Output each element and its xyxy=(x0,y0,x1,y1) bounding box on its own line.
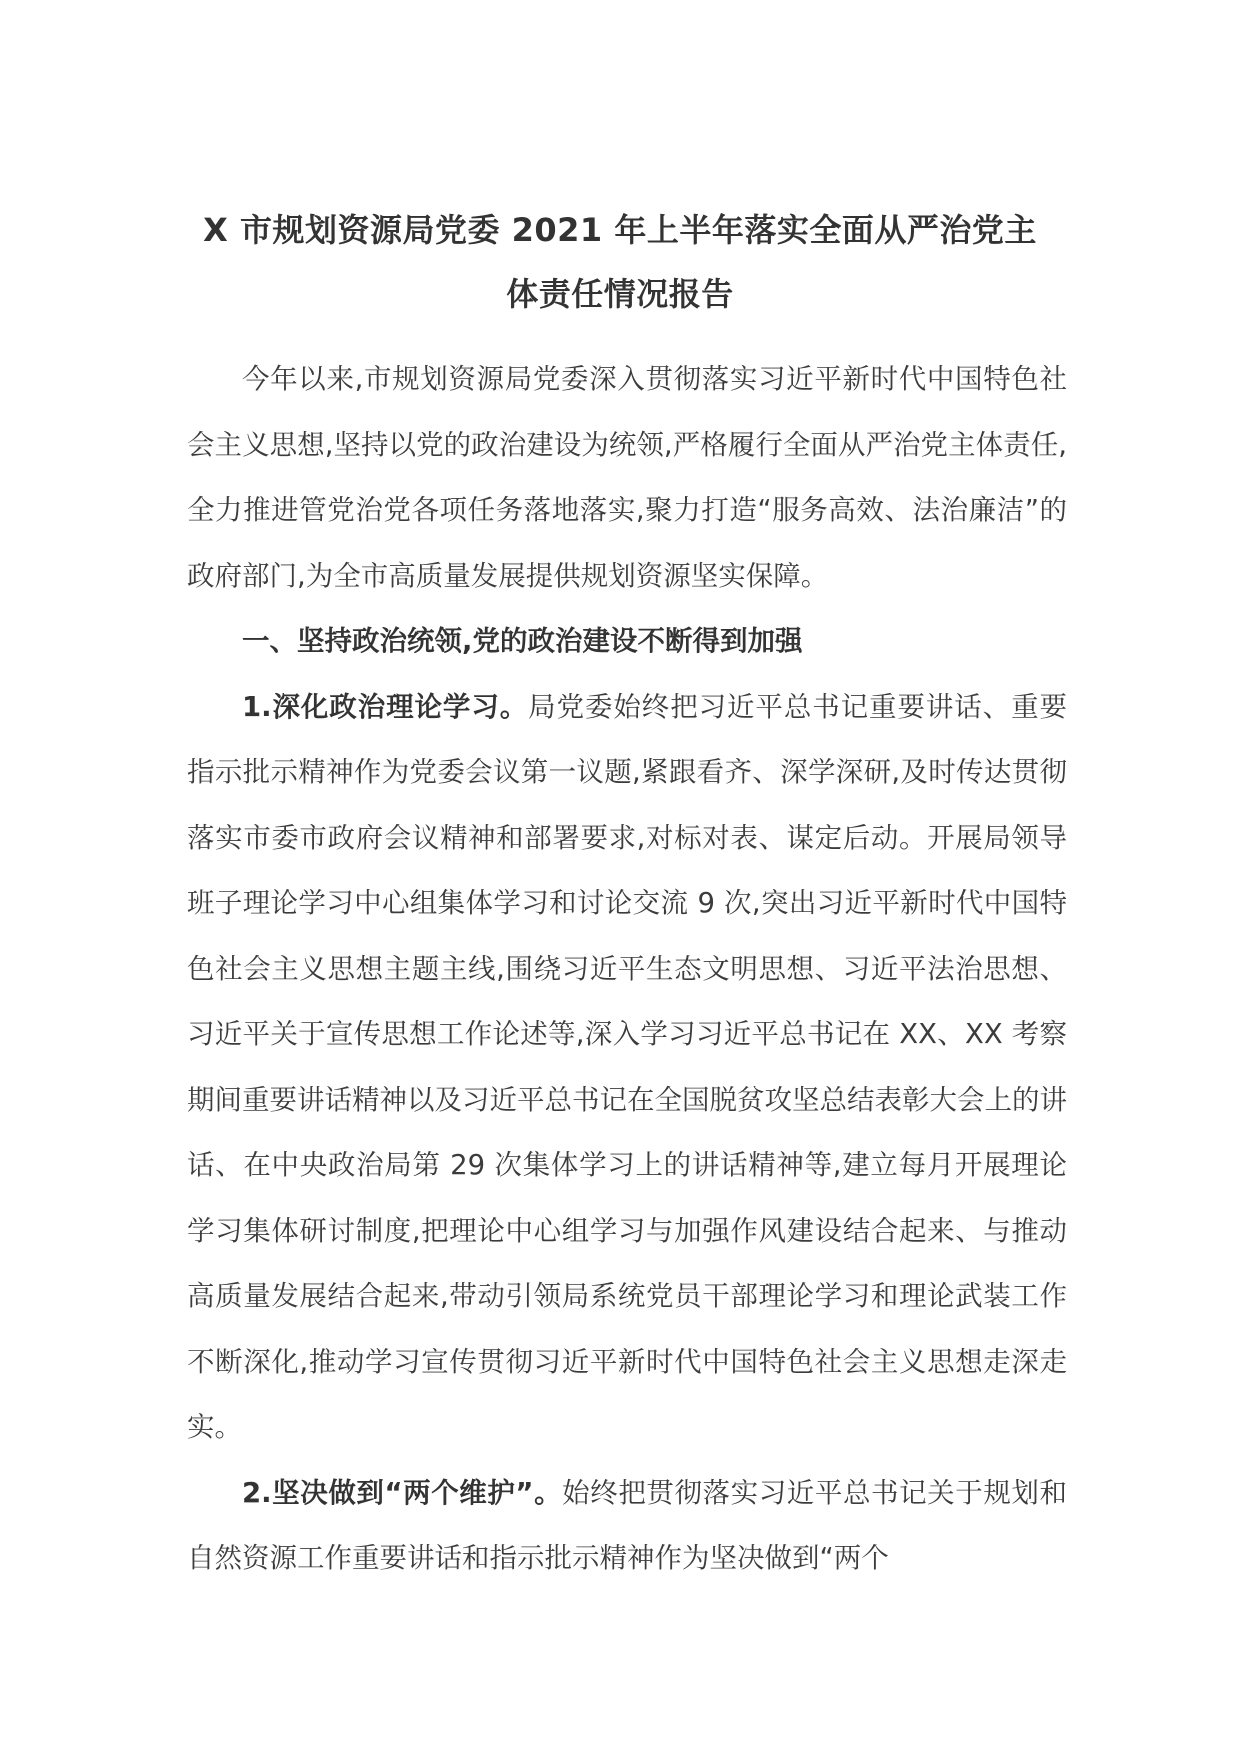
item-1-text: 局党委始终把习近平总书记重要讲话、重要指示批示精神作为党委会议第一议题,紧跟看齐、深学深研,及时传达贯彻落实市委市政府会议精神和部署要求,对标对表、谋定后动。开展局领导班子理论学习中心组集体学习和讨论交流 9 次,突出习近平新时代中国特色社会主义思想主题主线,围绕习近平生态文明思想、习近平法治思想、习近平关于宣传思想工作论述等,深入学习习近平总书记在 XX、XX 考察期间重要讲话精神以及习近平总书记在全国脱贫攻坚总结表彰大会上的讲话、在中央政治局第 29 次集体学习上的讲话精神等,建立每月开展理论学习集体研讨制度,把理论中心组学习与加强作风建设结合起来、与推动高质量发展结合起来,带动引领局系统党员干部理论学习和理论武装工作不断深化,推动学习宣传贯彻习近平新时代中国特色社会主义思想走深走实。 xyxy=(187,690,1067,1443)
item-2-paragraph xyxy=(187,1461,1067,1592)
item-2-lead: 2.坚决做到“两个维护”。 xyxy=(242,1476,563,1509)
section-1-heading: 一、坚持政治统领,党的政治建设不断得到加强 xyxy=(242,625,803,657)
intro-paragraph: 今年以来,市规划资源局党委深入贯彻落实习近平新时代中国特色社会主义思想,坚持以党的政治建设为统领,严格履行全面从严治党主体责任,全力推进管党治党各项任务落地落实,聚力打造“服务高效、法治廉洁”的政府部门,为全市高质量发展提供规划资源坚实保障。 xyxy=(187,363,1067,592)
title-line-2: 体责任情况报告 xyxy=(506,275,734,313)
title-line-1: X 市规划资源局党委 2021 年上半年落实全面从严治党主 xyxy=(203,211,1037,249)
item-1-paragraph xyxy=(187,675,1067,1461)
item-2-text: 始终把贯彻落实习近平总书记关于规划和自然资源工作重要讲话和指示批示精神作为坚决做到“两个 xyxy=(187,1476,1067,1574)
item-1-lead: 1.深化政治理论学习。 xyxy=(242,690,529,723)
document-title xyxy=(160,198,1080,326)
document-body xyxy=(187,347,1067,1592)
